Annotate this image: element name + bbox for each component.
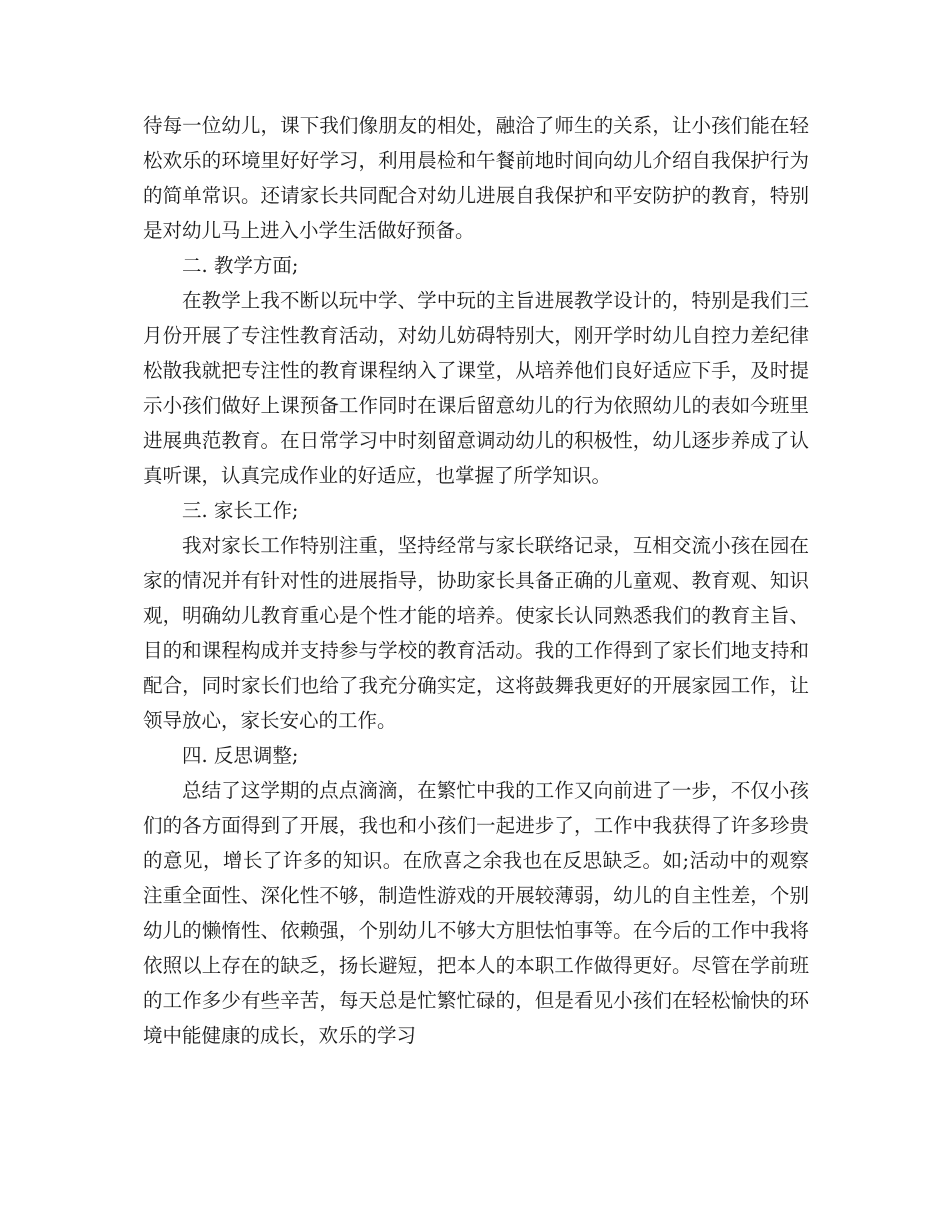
section-heading-parents: 三. 家长工作; [182, 499, 299, 522]
paragraph-reflection: 总结了这学期的点点滴滴，在繁忙中我的工作又向前进了一步，不仅小孩们的各方面得到了开展，我也和小孩们一起进步了，工作中我获得了许多珍贵的意见，增长了许多的知识。在欣喜之余我也在反思缺乏。如;活动中的观察注重全面性、深化性不够，制造性游戏的开展较薄弱，幼儿的自主性差，个别幼儿的懒惰性、依赖强，个别幼儿不够大方胆怯怕事等。在今后的工作中我将依照以上存在的缺乏，扬长避短，把本人的本职工作做得更好。尽管在学前班的工作多少有些辛苦，每天总是忙繁忙碌的，但是看见小孩们在轻松愉快的环境中能健康的成长，欢乐的学习 [143, 779, 809, 1047]
paragraph-parents: 我对家长工作特别注重，坚持经常与家长联络记录，互相交流小孩在园在家的情况并有针对性的进展指导，协助家长具备正确的儿童观、教育观、知识观，明确幼儿教育重心是个性才能的培养。使家长认同熟悉我们的教育主旨、目的和课程构成并支持参与学校的教育活动。我的工作得到了家长们地支持和配合，同时家长们也给了我充分确实定，这将鼓舞我更好的开展家园工作，让领导放心，家长安心的工作。 [143, 534, 809, 732]
paragraph-teaching: 在教学上我不断以玩中学、学中玩的主旨进展教学设计的，特别是我们三月份开展了专注性教育活动，对幼儿妨碍特别大，刚开学时幼儿自控力差纪律松散我就把专注性的教育课程纳入了课堂，从培养他们良好适应下手，及时提示小孩们做好上课预备工作同时在课后留意幼儿的行为依照幼儿的表如今班里进展典范教育。在日常学习中时刻留意调动幼儿的积极性，幼儿逐步养成了认真听课，认真完成作业的好适应，也掌握了所学知识。 [143, 289, 809, 487]
document-page [143, 108, 809, 1053]
section-heading-teaching: 二. 教学方面; [182, 254, 299, 277]
paragraph-intro-continued: 待每一位幼儿，课下我们像朋友的相处，融洽了师生的关系，让小孩们能在轻松欢乐的环境里好好学习，利用晨检和午餐前地时间向幼儿介绍自我保护行为的简单常识。还请家长共同配合对幼儿进展自我保护和平安防护的教育，特别是对幼儿马上进入小学生活做好预备。 [143, 114, 809, 242]
section-heading-reflection: 四. 反思调整; [182, 744, 299, 767]
